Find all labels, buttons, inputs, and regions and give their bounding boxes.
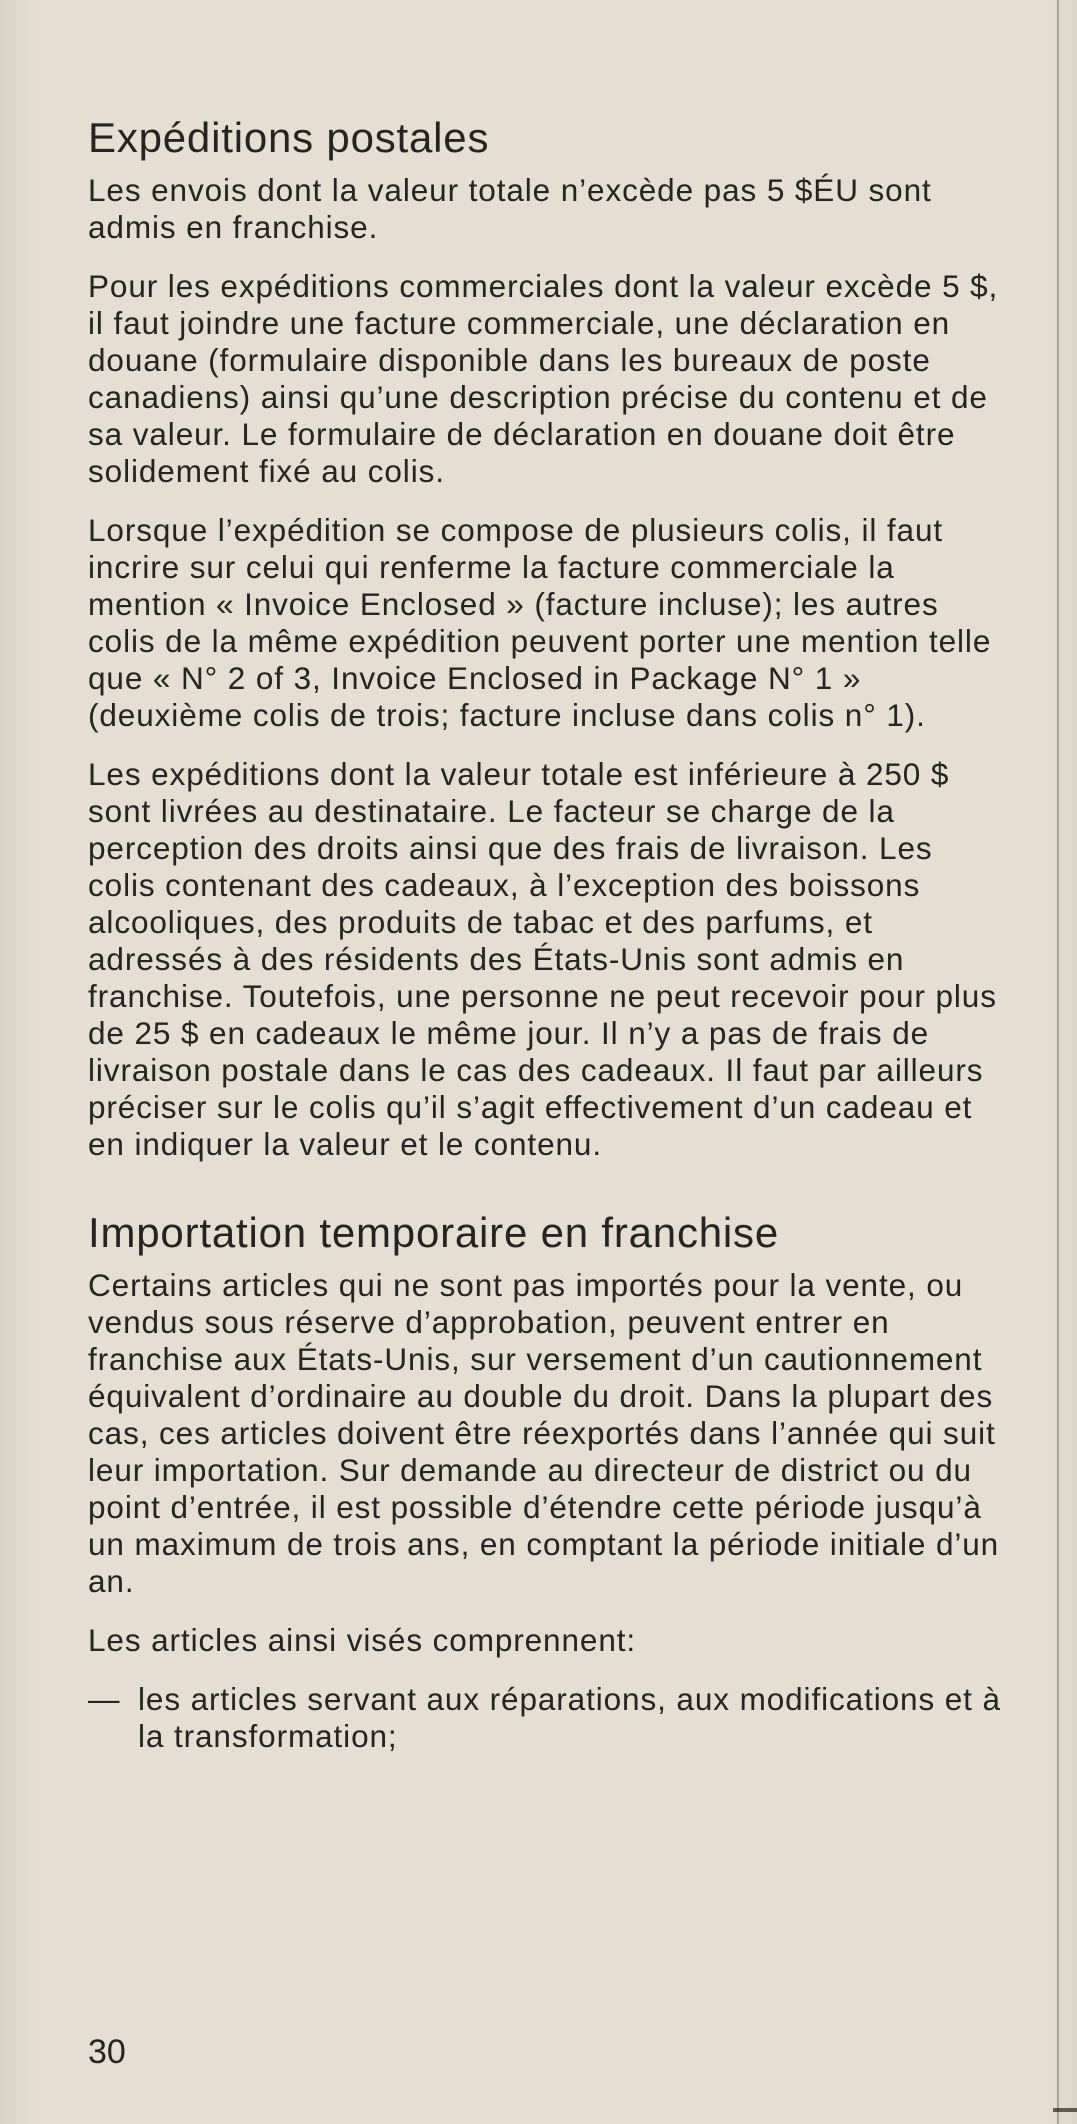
- paragraph: Les articles ainsi visés comprennent:: [88, 1622, 637, 1658]
- paragraph: Les envois dont la valeur totale n’excède pas 5 $ÉU sont admis en franchise.: [88, 172, 932, 245]
- paragraph: Les expéditions dont la valeur totale est inférieure à 250 $ sont livrées au destinataire. Le facteur se charge de la perception des droits ainsi que des frais de livraison. Les colis contenant des cadeaux, à l’exception des boissons alcooliques, des produits de tabac et des parfums, et adressés à des résidents des États-Unis sont admis en franchise. Toutefois, une personne ne peut recevoir pour plus de 25 $ en cadeaux le même jour. Il n’y a pas de frais de livraison postale dans le cas des cadeaux. Il faut par ailleurs préciser sur le colis qu’il s’agit effectivement d’un cadeau et en indiquer la valeur et le contenu.: [88, 756, 997, 1162]
- list-item-text: les articles servant aux réparations, aux modifications et à la transformation;: [138, 1681, 1001, 1754]
- paragraph: Certains articles qui ne sont pas importés pour la vente, ou vendus sous réserve d’approbation, peuvent entrer en franchise aux États-Unis, sur versement d’un cautionnement équivalent d’ordinaire au double du droit. Dans la plupart des cas, ces articles doivent être réexportés dans l’année qui suit leur importation. Sur demande au directeur de district ou du point d’entrée, il est possible d’étendre cette période jusqu’à un maximum de trois ans, en comptant la période initiale d’un an.: [88, 1267, 1000, 1599]
- section-temporary-import: [88, 1207, 1008, 1755]
- section-postal-shipments: [88, 112, 1008, 1163]
- paragraph: Pour les expéditions commerciales dont la valeur excède 5 $, il faut joindre une facture commerciale, une déclaration en douane (formulaire disponible dans les bureaux de poste canadiens) ainsi qu’une description précise du contenu et de sa valeur. Le formulaire de déclaration en douane doit être solidement fixé au colis.: [88, 268, 999, 489]
- paragraph: Lorsque l’expédition se compose de plusieurs colis, il faut incrire sur celui qui renferme la facture commerciale la mention « Invoice Enclosed » (facture incluse); les autres colis de la même expédition peuvent porter une mention telle que « N° 2 of 3, Invoice Enclosed in Package N° 1 » (deuxième colis de trois; facture incluse dans colis n° 1).: [88, 512, 992, 733]
- page-content: [88, 112, 1008, 1755]
- page-number: 30: [88, 2033, 126, 2071]
- section-heading: Expéditions postales: [88, 114, 490, 161]
- page-corner-mark: [1053, 2108, 1077, 2112]
- list-item: [88, 1681, 1008, 1755]
- list-dash: —: [88, 1681, 121, 1717]
- page-edge-shadow: [1057, 0, 1059, 2124]
- section-heading: Importation temporaire en franchise: [88, 1209, 779, 1256]
